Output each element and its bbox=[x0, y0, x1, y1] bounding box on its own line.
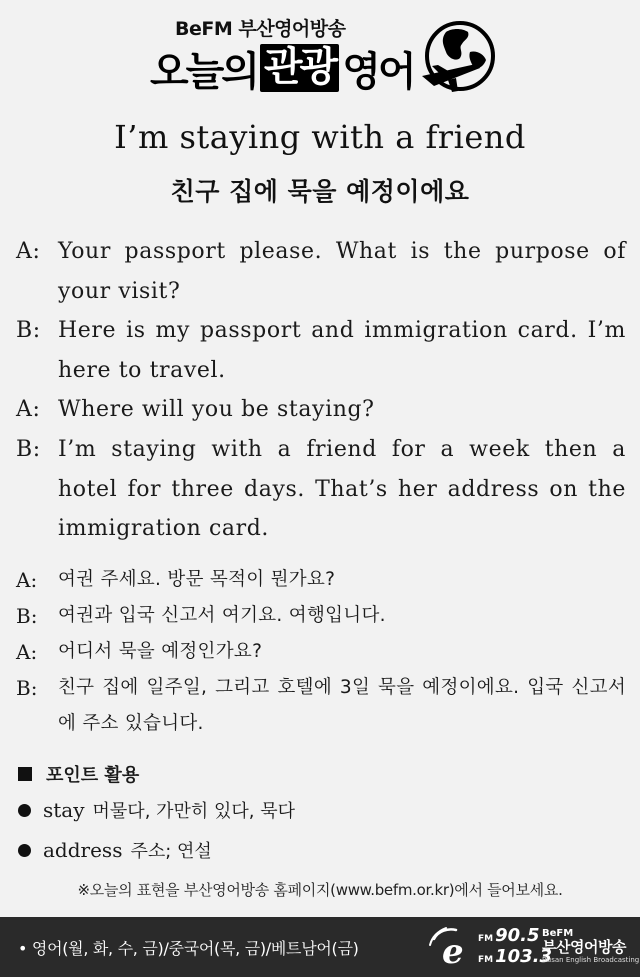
svg-text:e: e bbox=[442, 932, 464, 969]
dialog-line bbox=[16, 430, 626, 549]
frequency-2: 103.3 bbox=[495, 946, 553, 967]
title-korean: 친구 집에 묵을 예정이에요 bbox=[170, 177, 470, 206]
point-usage-section bbox=[16, 760, 626, 868]
speaker-label: B: bbox=[16, 604, 38, 628]
dialog-text: Here is my passport and immigration card. I’m here to travel. bbox=[58, 318, 626, 383]
dialog-text: Your passport please. What is the purpose of your visit? bbox=[58, 239, 626, 304]
dialog-text: 여권과 입국 신고서 여기요. 여행입니다. bbox=[58, 605, 386, 626]
point-word: address bbox=[43, 838, 123, 862]
point-item bbox=[16, 792, 626, 828]
dialog-text: 친구 집에 일주일, 그리고 호텔에 3일 묵을 예정이에요. 입국 신고서에 주소 있습니다. bbox=[58, 677, 626, 734]
dialog-line bbox=[16, 232, 626, 311]
station-brand: BeFM bbox=[542, 928, 574, 939]
point-usage-heading-text: 포인트 활용 bbox=[46, 765, 140, 786]
station-english-name: Busan English Broadcasting bbox=[542, 956, 640, 964]
footer-bar bbox=[0, 917, 640, 977]
speaker-label: B: bbox=[16, 436, 41, 462]
dialog-line bbox=[16, 670, 626, 742]
dot-bullet-icon bbox=[18, 844, 31, 857]
dialog-line bbox=[16, 562, 626, 598]
dot-bullet-icon bbox=[18, 804, 31, 817]
station-logo-text bbox=[542, 928, 639, 965]
station-name: 부산영어방송 bbox=[542, 938, 626, 956]
point-meaning: 머물다, 가만히 있다, 묵다 bbox=[92, 801, 296, 822]
dialog-line bbox=[16, 598, 626, 634]
header bbox=[0, 0, 640, 110]
point-meaning: 주소; 연설 bbox=[130, 841, 212, 862]
dialog-line bbox=[16, 390, 626, 430]
point-usage-heading bbox=[16, 760, 626, 788]
dialog-english bbox=[16, 232, 626, 549]
speaker-label: A: bbox=[16, 397, 41, 423]
dialog-line bbox=[16, 311, 626, 390]
speaker-label: B: bbox=[16, 318, 41, 344]
series-title-boxed: 관광 bbox=[260, 44, 339, 92]
speaker-label: A: bbox=[16, 239, 41, 264]
brand-line: BeFM 부산영어방송 bbox=[175, 18, 346, 40]
point-word: stay bbox=[43, 798, 85, 822]
frequency-1: 90.5 bbox=[495, 925, 540, 946]
dialog-text: Where will you be staying? bbox=[58, 397, 375, 423]
dialog-line bbox=[16, 634, 626, 670]
dialog-text: 어디서 묵을 예정인가요? bbox=[58, 641, 263, 662]
series-title bbox=[150, 44, 414, 95]
speaker-label: B: bbox=[16, 676, 38, 700]
series-title-post: 영어 bbox=[342, 48, 414, 95]
series-title-pre: 오늘의 bbox=[150, 48, 257, 95]
broadcast-schedule: • 영어(월, 화, 수, 금)/중국어(목, 금)/베트남어(금) bbox=[18, 939, 359, 958]
dialog-text: I’m staying with a friend for a week then a hotel for three days. That’s her address on the immigration card. bbox=[58, 436, 626, 542]
dialog-korean bbox=[16, 562, 626, 742]
website-notice: ※오늘의 표현을 부산영어방송 홈페이지(www.befm.or.kr)에서 들어보세요. bbox=[77, 881, 563, 899]
point-item bbox=[16, 832, 626, 868]
dialog-text: 여권 주세요. 방문 목적이 뭔가요? bbox=[58, 569, 336, 590]
globe-airplane-icon bbox=[418, 18, 500, 100]
speaker-label: A: bbox=[16, 568, 38, 592]
frequency-block: FM 90.5 FM 103.3 bbox=[478, 925, 553, 967]
speaker-label: A: bbox=[16, 640, 38, 664]
befm-logo-icon bbox=[428, 925, 476, 969]
title-english: I’m staying with a friend bbox=[114, 118, 526, 156]
square-bullet-icon bbox=[18, 767, 32, 781]
